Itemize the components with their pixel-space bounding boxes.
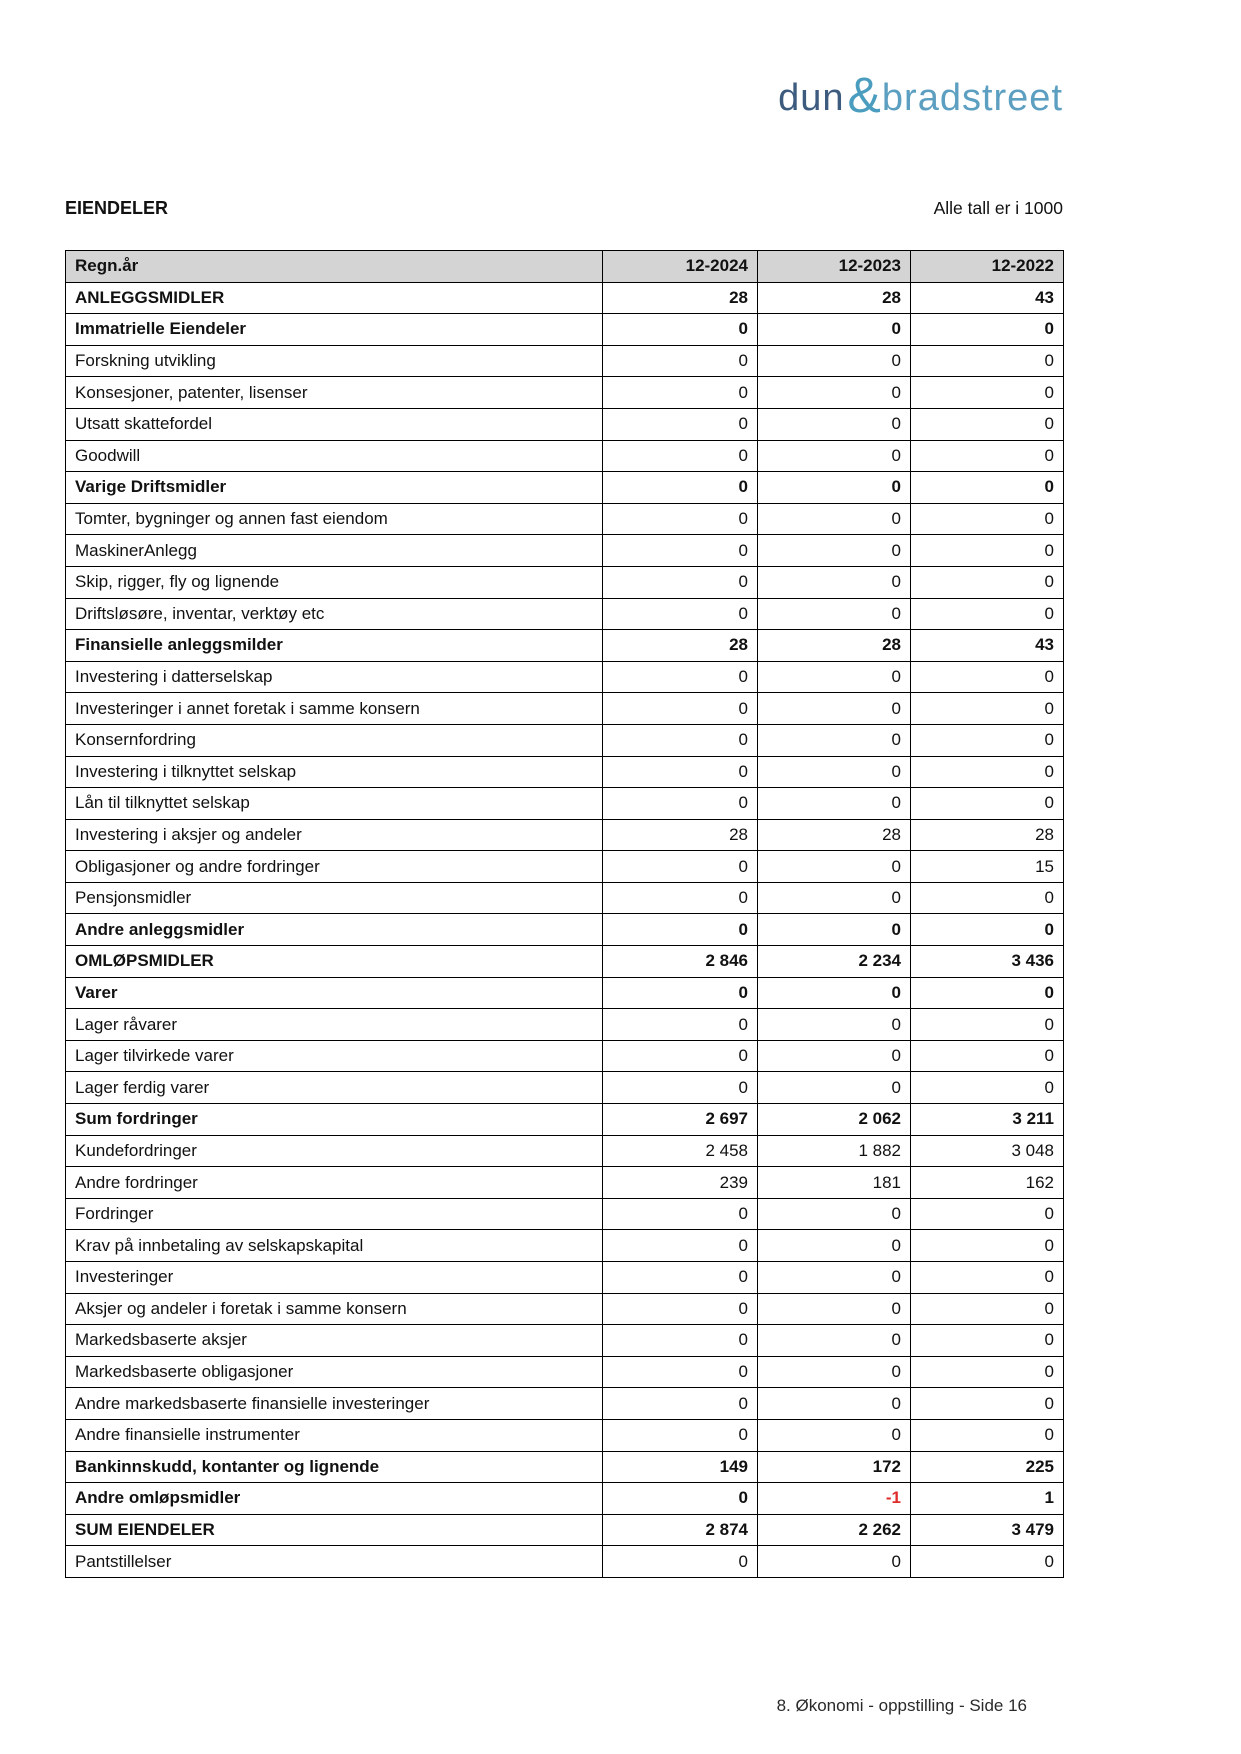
table-row [66,472,1064,504]
value-cell: 0 [603,661,758,693]
value-cell: 15 [911,851,1064,883]
value-cell: 0 [911,503,1064,535]
value-cell: 2 234 [758,946,911,978]
value-cell: 0 [758,345,911,377]
value-cell: 0 [603,345,758,377]
year-header-cell: 12-2024 [603,251,758,283]
table-row [66,377,1064,409]
value-cell: 0 [603,1198,758,1230]
value-cell: 3 479 [911,1514,1064,1546]
row-label-cell: OMLØPSMIDLER [66,946,603,978]
table-row [66,282,1064,314]
table-row [66,566,1064,598]
table-header-row [66,251,1064,283]
value-cell: 0 [911,535,1064,567]
table-row [66,630,1064,662]
value-cell: 0 [758,851,911,883]
value-cell: 172 [758,1451,911,1483]
year-header-cell: 12-2023 [758,251,911,283]
value-cell: 0 [758,914,911,946]
row-label-cell: Driftsløsøre, inventar, verktøy etc [66,598,603,630]
value-cell: 0 [758,661,911,693]
value-cell: 0 [603,440,758,472]
value-cell: 3 048 [911,1135,1064,1167]
row-label-cell: Krav på innbetaling av selskapskapital [66,1230,603,1262]
row-label-cell: Skip, rigger, fly og lignende [66,566,603,598]
value-cell: 0 [603,977,758,1009]
value-cell: 0 [603,408,758,440]
balance-sheet-table [65,250,1064,1578]
row-label-cell: Markedsbaserte aksjer [66,1325,603,1357]
value-cell: 0 [603,788,758,820]
value-cell: 1 [911,1483,1064,1515]
year-header-label: Regn.år [66,251,603,283]
value-cell: 2 874 [603,1514,758,1546]
value-cell: 0 [911,314,1064,346]
value-cell: 0 [911,724,1064,756]
row-label-cell: Lån til tilknyttet selskap [66,788,603,820]
value-cell: 0 [758,1325,911,1357]
row-label-cell: Pantstillelser [66,1546,603,1578]
value-cell: 0 [758,1072,911,1104]
value-cell: 28 [603,282,758,314]
value-cell: 0 [758,1293,911,1325]
table-body [66,282,1064,1577]
value-cell: 0 [603,1356,758,1388]
table-row [66,819,1064,851]
value-cell: 0 [758,440,911,472]
page-footer: 8. Økonomi - oppstilling - Side 16 [776,1696,1027,1715]
table-row [66,1135,1064,1167]
value-cell: 0 [603,377,758,409]
value-cell: 0 [758,1009,911,1041]
value-cell: 2 846 [603,946,758,978]
value-cell: 0 [911,1230,1064,1262]
row-label-cell: Finansielle anleggsmilder [66,630,603,662]
row-label-cell: Sum fordringer [66,1104,603,1136]
value-cell: 149 [603,1451,758,1483]
value-cell: 0 [911,345,1064,377]
table-row [66,693,1064,725]
row-label-cell: Andre markedsbaserte finansielle investeringer [66,1388,603,1420]
value-cell: 0 [911,756,1064,788]
table-row [66,1451,1064,1483]
value-cell: -1 [758,1483,911,1515]
table-row [66,1388,1064,1420]
table-row [66,1198,1064,1230]
table-row [66,1325,1064,1357]
table-row [66,1040,1064,1072]
value-cell: 28 [758,630,911,662]
table-row [66,408,1064,440]
value-cell: 0 [603,851,758,883]
value-cell: 0 [603,1009,758,1041]
value-cell: 0 [758,1198,911,1230]
value-cell: 0 [911,1546,1064,1578]
table-row [66,1546,1064,1578]
value-cell: 0 [911,977,1064,1009]
table-row [66,1514,1064,1546]
value-cell: 0 [911,1356,1064,1388]
value-cell: 181 [758,1167,911,1199]
value-cell: 0 [911,1072,1064,1104]
value-cell: 0 [758,1356,911,1388]
value-cell: 239 [603,1167,758,1199]
table-header [66,251,1064,283]
title-row [65,198,1063,219]
value-cell: 0 [758,756,911,788]
value-cell: 0 [603,1040,758,1072]
value-cell: 0 [603,1262,758,1294]
year-header-cell: 12-2022 [911,251,1064,283]
value-cell: 43 [911,630,1064,662]
value-cell: 0 [758,788,911,820]
row-label-cell: Lager ferdig varer [66,1072,603,1104]
value-cell: 0 [911,566,1064,598]
row-label-cell: Andre finansielle instrumenter [66,1419,603,1451]
value-cell: 0 [911,1040,1064,1072]
row-label-cell: Aksjer og andeler i foretak i samme konsern [66,1293,603,1325]
value-cell: 0 [758,598,911,630]
value-cell: 0 [758,1040,911,1072]
value-cell: 0 [603,598,758,630]
value-cell: 0 [758,882,911,914]
row-label-cell: Goodwill [66,440,603,472]
value-cell: 0 [603,756,758,788]
row-label-cell: Lager tilvirkede varer [66,1040,603,1072]
value-cell: 0 [603,314,758,346]
value-cell: 28 [603,819,758,851]
table-row [66,1356,1064,1388]
value-cell: 0 [911,377,1064,409]
row-label-cell: Markedsbaserte obligasjoner [66,1356,603,1388]
row-label-cell: SUM EIENDELER [66,1514,603,1546]
value-cell: 0 [758,693,911,725]
value-cell: 28 [758,282,911,314]
value-cell: 0 [603,882,758,914]
table-row [66,1230,1064,1262]
value-cell: 3 211 [911,1104,1064,1136]
row-label-cell: Utsatt skattefordel [66,408,603,440]
row-label-cell: Bankinnskudd, kontanter og lignende [66,1451,603,1483]
value-cell: 2 697 [603,1104,758,1136]
value-cell: 28 [758,819,911,851]
value-cell: 0 [911,1293,1064,1325]
row-label-cell: Varige Driftsmidler [66,472,603,504]
row-label-cell: Investering i tilknyttet selskap [66,756,603,788]
row-label-cell: Investering i datterselskap [66,661,603,693]
table-row [66,1262,1064,1294]
value-cell: 0 [911,1198,1064,1230]
table-row [66,1167,1064,1199]
row-label-cell: Immatrielle Eiendeler [66,314,603,346]
row-label-cell: ANLEGGSMIDLER [66,282,603,314]
table-row [66,788,1064,820]
row-label-cell: Investeringer i annet foretak i samme konsern [66,693,603,725]
value-cell: 0 [758,977,911,1009]
value-cell: 0 [603,503,758,535]
table-row [66,1009,1064,1041]
value-cell: 43 [911,282,1064,314]
row-label-cell: Lager råvarer [66,1009,603,1041]
value-cell: 0 [758,314,911,346]
value-cell: 0 [603,1072,758,1104]
value-cell: 0 [758,724,911,756]
value-cell: 0 [603,1230,758,1262]
value-cell: 0 [758,535,911,567]
value-cell: 0 [911,1009,1064,1041]
value-cell: 0 [911,472,1064,504]
value-cell: 0 [603,1419,758,1451]
row-label-cell: Konsesjoner, patenter, lisenser [66,377,603,409]
table-row [66,1104,1064,1136]
value-cell: 0 [758,1546,911,1578]
logo-ampersand-icon: & [847,67,881,123]
row-label-cell: MaskinerAnlegg [66,535,603,567]
value-cell: 162 [911,1167,1064,1199]
value-cell: 3 436 [911,946,1064,978]
table-row [66,977,1064,1009]
value-cell: 0 [603,1325,758,1357]
value-cell: 225 [911,1451,1064,1483]
logo-text-bradstreet: bradstreet [881,77,1063,119]
value-cell: 0 [911,882,1064,914]
row-label-cell: Investering i aksjer og andeler [66,819,603,851]
value-cell: 0 [758,377,911,409]
dun-bradstreet-logo [778,67,1063,123]
value-cell: 2 262 [758,1514,911,1546]
table-row [66,314,1064,346]
value-cell: 0 [758,1230,911,1262]
value-cell: 0 [758,408,911,440]
row-label-cell: Andre anleggsmidler [66,914,603,946]
value-cell: 0 [911,1419,1064,1451]
table-row [66,1072,1064,1104]
table-row [66,345,1064,377]
value-cell: 28 [603,630,758,662]
table-row [66,724,1064,756]
table-row [66,851,1064,883]
row-label-cell: Obligasjoner og andre fordringer [66,851,603,883]
row-label-cell: Fordringer [66,1198,603,1230]
table-row [66,882,1064,914]
table-row [66,598,1064,630]
row-label-cell: Forskning utvikling [66,345,603,377]
row-label-cell: Pensjonsmidler [66,882,603,914]
logo-text-dun: dun [778,77,845,119]
value-cell: 0 [758,1388,911,1420]
value-cell: 0 [911,693,1064,725]
value-cell: 0 [911,598,1064,630]
page-title: EIENDELER [65,198,169,218]
value-cell: 0 [603,914,758,946]
value-cell: 0 [911,440,1064,472]
row-label-cell: Andre fordringer [66,1167,603,1199]
table-row [66,661,1064,693]
table-row [66,1293,1064,1325]
table-row [66,756,1064,788]
value-cell: 0 [758,472,911,504]
row-label-cell: Kundefordringer [66,1135,603,1167]
value-cell: 0 [911,1388,1064,1420]
value-cell: 0 [603,724,758,756]
value-cell: 1 882 [758,1135,911,1167]
units-note: Alle tall er i 1000 [933,198,1063,218]
value-cell: 0 [603,1293,758,1325]
value-cell: 2 458 [603,1135,758,1167]
row-label-cell: Varer [66,977,603,1009]
value-cell: 0 [758,1262,911,1294]
table-row [66,1419,1064,1451]
value-cell: 0 [603,693,758,725]
table-row [66,914,1064,946]
table-row [66,1483,1064,1515]
table-row [66,503,1064,535]
value-cell: 0 [911,1325,1064,1357]
value-cell: 0 [758,566,911,598]
value-cell: 0 [911,788,1064,820]
table-row [66,946,1064,978]
row-label-cell: Investeringer [66,1262,603,1294]
row-label-cell: Andre omløpsmidler [66,1483,603,1515]
row-label-cell: Tomter, bygninger og annen fast eiendom [66,503,603,535]
value-cell: 0 [911,914,1064,946]
value-cell: 0 [911,408,1064,440]
value-cell: 0 [603,1483,758,1515]
value-cell: 0 [603,472,758,504]
value-cell: 0 [603,1388,758,1420]
table-row [66,535,1064,567]
value-cell: 0 [758,1419,911,1451]
value-cell: 0 [911,661,1064,693]
value-cell: 0 [603,535,758,567]
value-cell: 0 [911,1262,1064,1294]
row-label-cell: Konsernfordring [66,724,603,756]
value-cell: 28 [911,819,1064,851]
value-cell: 0 [603,566,758,598]
table-row [66,440,1064,472]
value-cell: 0 [758,503,911,535]
value-cell: 0 [603,1546,758,1578]
value-cell: 2 062 [758,1104,911,1136]
